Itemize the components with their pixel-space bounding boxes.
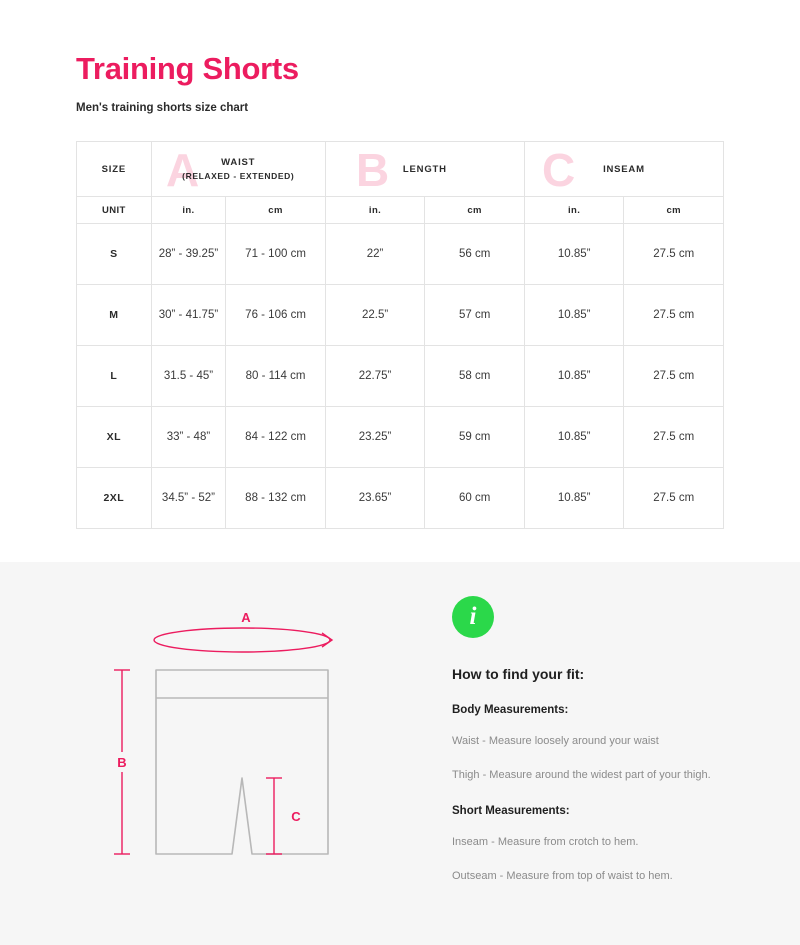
cell-length-cm: 58 cm: [425, 346, 525, 407]
svg-text:C: C: [291, 809, 301, 824]
cell-inseam-cm: 27.5 cm: [624, 285, 724, 346]
cell-length-cm: 56 cm: [425, 224, 525, 285]
cell-waist-cm: 76 - 106 cm: [226, 285, 326, 346]
svg-text:B: B: [117, 755, 127, 770]
header: [0, 0, 800, 114]
cell-waist-cm: 80 - 114 cm: [226, 346, 326, 407]
header-waist-label: WAIST: [221, 157, 256, 169]
unit-waist-cm: cm: [226, 197, 326, 224]
cell-waist-cm: 71 - 100 cm: [226, 224, 326, 285]
table-unit-row: [77, 197, 724, 224]
header-length: LENGTH: [325, 142, 524, 197]
short-measurement-inseam: Inseam - Measure from crotch to hem.: [452, 836, 639, 848]
cell-waist-in: 28” - 39.25”: [151, 224, 226, 285]
cell-size: XL: [77, 407, 152, 468]
cell-inseam-in: 10.85”: [524, 285, 624, 346]
short-measurement-outseam: Outseam - Measure from top of waist to hem.: [452, 869, 673, 882]
cell-length-in: 23.25”: [325, 407, 425, 468]
cell-waist-in: 34.5” - 52”: [151, 468, 226, 529]
header-waist-sublabel: (RELAXED - EXTENDED): [182, 171, 295, 182]
cell-size: 2XL: [77, 468, 152, 529]
header-inseam: INSEAM: [524, 142, 723, 197]
size-table: [76, 141, 724, 529]
cell-inseam-in: 10.85”: [524, 346, 624, 407]
ghost-letter-c: C: [542, 144, 576, 197]
body-measurement-thigh: Thigh - Measure around the widest part of your thigh.: [452, 768, 711, 781]
unit-inseam-in: in.: [524, 197, 624, 224]
cell-length-in: 22”: [325, 224, 425, 285]
cell-waist-cm: 84 - 122 cm: [226, 407, 326, 468]
cell-inseam-in: 10.85”: [524, 468, 624, 529]
fit-info-block: [452, 596, 742, 884]
cell-inseam-cm: 27.5 cm: [624, 346, 724, 407]
svg-text:A: A: [241, 610, 251, 625]
cell-size: M: [77, 285, 152, 346]
table-row: [77, 224, 724, 285]
cell-waist-in: 33” - 48”: [151, 407, 226, 468]
cell-size: S: [77, 224, 152, 285]
table-row: [77, 346, 724, 407]
fit-title: How to find your fit:: [452, 666, 585, 682]
cell-inseam-in: 10.85”: [524, 407, 624, 468]
table-row: [77, 285, 724, 346]
cell-length-cm: 57 cm: [425, 285, 525, 346]
cell-length-cm: 59 cm: [425, 407, 525, 468]
cell-waist-cm: 88 - 132 cm: [226, 468, 326, 529]
page-title: Training Shorts: [76, 51, 299, 86]
cell-waist-in: 31.5 - 45”: [151, 346, 226, 407]
page-subtitle: Men's training shorts size chart: [76, 102, 249, 115]
header-waist: [151, 142, 325, 197]
cell-inseam-cm: 27.5 cm: [624, 407, 724, 468]
cell-waist-in: 30” - 41.75”: [151, 285, 226, 346]
unit-inseam-cm: cm: [624, 197, 724, 224]
unit-length-cm: cm: [425, 197, 525, 224]
ghost-letter-a: A: [166, 144, 200, 197]
header-size: SIZE: [77, 142, 152, 197]
cell-inseam-cm: 27.5 cm: [624, 224, 724, 285]
short-measurements-heading: Short Measurements:: [452, 805, 570, 817]
fit-guide-panel: [0, 562, 800, 945]
ghost-letter-b: B: [356, 144, 390, 197]
table-row: [77, 407, 724, 468]
table-header-row: [77, 142, 724, 197]
cell-length-cm: 60 cm: [425, 468, 525, 529]
body-measurements-heading: Body Measurements:: [452, 704, 569, 716]
cell-length-in: 22.75”: [325, 346, 425, 407]
cell-inseam-cm: 27.5 cm: [624, 468, 724, 529]
cell-length-in: 22.5”: [325, 285, 425, 346]
cell-size: L: [77, 346, 152, 407]
info-icon: i: [452, 596, 494, 638]
unit-length-in: in.: [325, 197, 425, 224]
size-table-container: [76, 141, 724, 529]
table-row: [77, 468, 724, 529]
cell-length-in: 23.65”: [325, 468, 425, 529]
unit-label: UNIT: [77, 197, 152, 224]
unit-waist-in: in.: [151, 197, 226, 224]
shorts-diagram: [76, 582, 416, 902]
body-measurement-waist: Waist - Measure loosely around your waist: [452, 735, 659, 747]
cell-inseam-in: 10.85”: [524, 224, 624, 285]
